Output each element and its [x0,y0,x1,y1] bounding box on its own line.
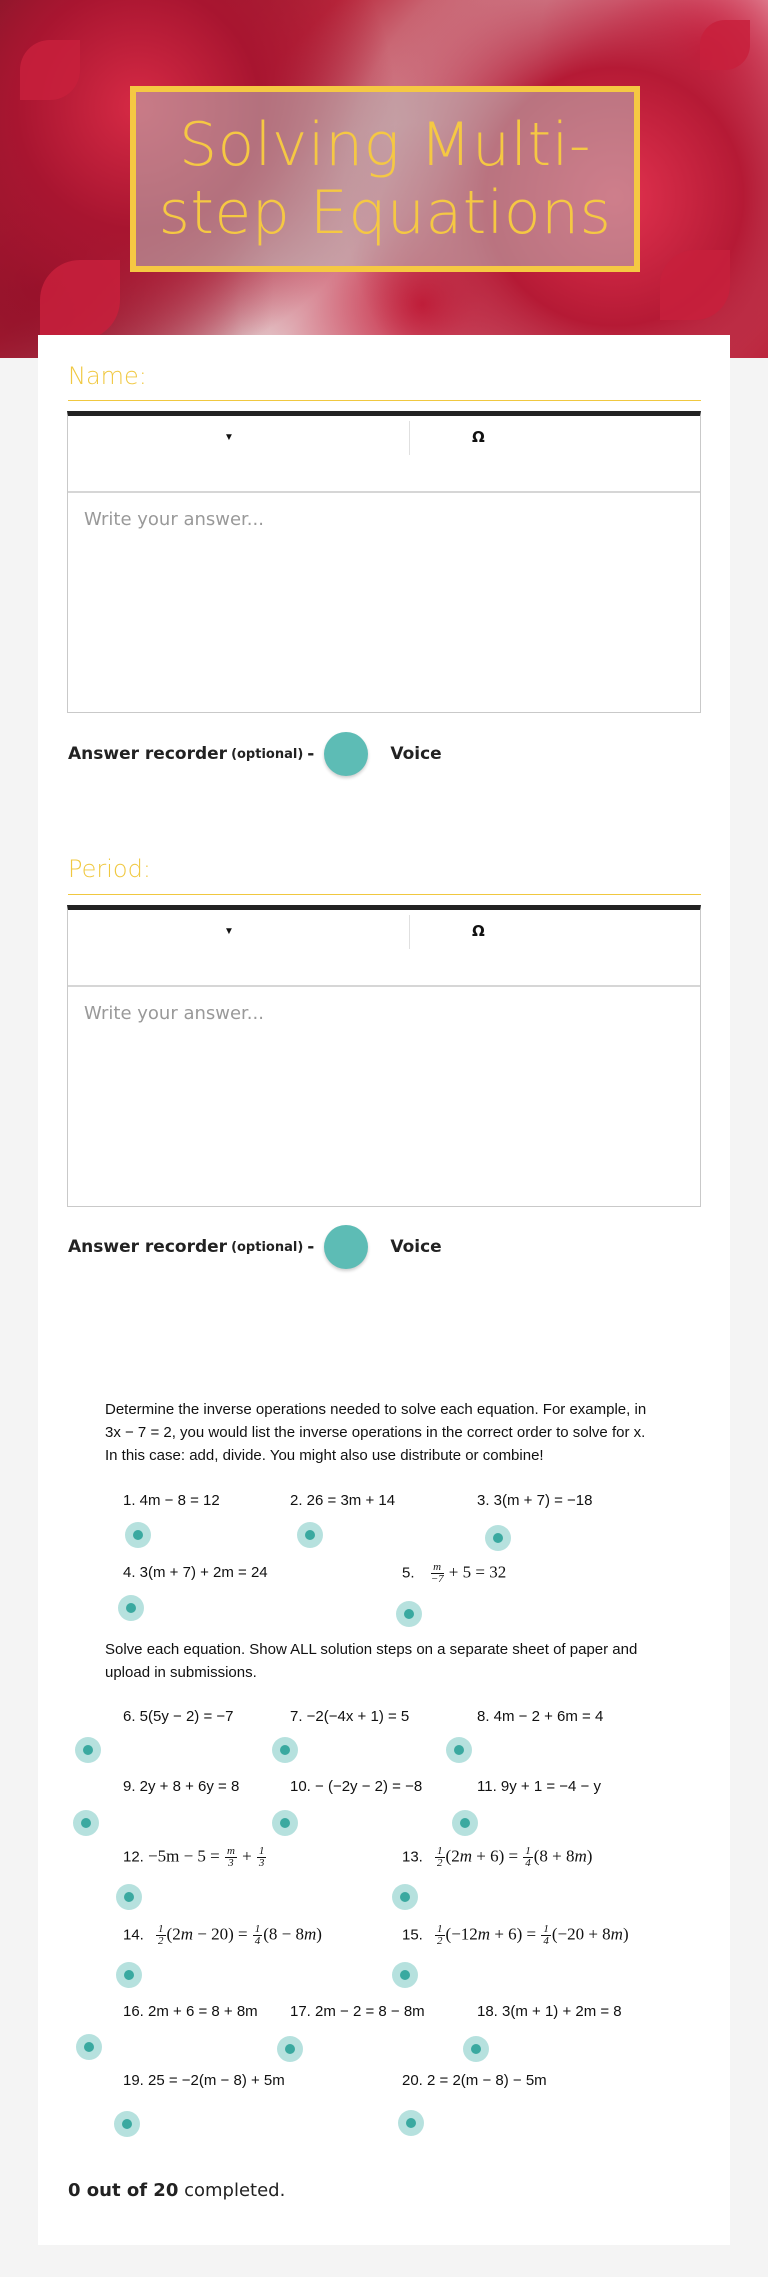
fraction: $\frac{1}{4}$ [254,1923,261,1947]
title-frame [130,86,640,272]
fraction: $\frac{1}{2}$ [437,1845,443,1869]
hotspot-marker[interactable] [446,1737,472,1763]
problem-7: 7. −2(−4x + 1) = 5 [290,1708,410,1725]
record-button[interactable] [324,732,368,776]
instructions-line: 3x − 7 = 2, you would list the inverse operations in the correct order to solve for x. [105,1424,646,1441]
hotspot-marker[interactable] [452,1810,478,1836]
progress-status [68,2180,285,2201]
instructions-line: Determine the inverse operations needed to solve each equation. For example, in [105,1401,647,1418]
page-title: Solving Multi-step Equations [158,110,612,248]
header-banner [0,0,768,358]
name-answer-editor [67,411,701,713]
hotspot-marker[interactable] [396,1601,422,1627]
instructions-line: upload in submissions. [105,1664,257,1681]
problem-11: 11. 9y + 1 = −4 − y [477,1778,601,1795]
problem-19: 19. 25 = −2(m − 8) + 5m [123,2072,285,2089]
period-answer-editor [67,905,701,1207]
recorder-dash: - [307,1237,315,1257]
period-label: Period: [68,855,151,883]
leaf-decoration [700,20,750,70]
hotspot-marker[interactable] [392,1884,418,1910]
problem-18: 18. 3(m + 1) + 2m = 8 [477,2003,622,2020]
record-button[interactable] [324,1225,368,1269]
editor-toolbar [68,416,700,493]
math-term: (2m + 6) = [445,1846,519,1866]
hotspot-marker[interactable] [297,1522,323,1548]
format-dropdown-icon[interactable]: ▼ [224,926,234,937]
problem-16: 16. 2m + 6 = 8 + 8m [123,2003,258,2020]
fraction: $\frac{1}{2}$ [158,1923,164,1947]
hotspot-marker[interactable] [76,2034,102,2060]
hotspot-marker[interactable] [398,2110,424,2136]
problem-10: 10. − (−2y − 2) = −8 [290,1778,423,1795]
recorder-label: Answer recorder [68,744,228,764]
instructions-line: Solve each equation. Show ALL solution steps on a separate sheet of paper and [105,1641,638,1658]
format-dropdown-icon[interactable]: ▼ [224,432,234,443]
problem-14 [123,1924,322,1947]
toolbar-divider [409,421,410,455]
leaf-decoration [20,40,80,100]
problem-13 [402,1846,592,1869]
math-term: (8 + 8m) [533,1846,593,1866]
recorder-optional: (optional) [231,1239,304,1255]
problem-8: 8. 4m − 2 + 6m = 4 [477,1708,604,1725]
period-answer-input[interactable]: Write your answer... [84,1003,264,1024]
fraction: $\frac{1}{4}$ [525,1845,531,1869]
period-underline [68,894,701,895]
problem-15 [402,1924,629,1947]
problem-5 [402,1562,506,1585]
special-characters-button[interactable]: Ω [472,922,485,940]
name-label: Name: [68,362,147,390]
instructions-line: In this case: add, divide. You might also use distribute or combine! [105,1447,544,1464]
fraction-numerator: m [431,1562,444,1574]
recorder-dash: - [307,744,315,764]
math-term: (−12m + 6) = [445,1924,537,1944]
leaf-decoration [660,250,730,320]
hotspot-marker[interactable] [116,1884,142,1910]
hotspot-marker[interactable] [392,1962,418,1988]
name-underline [68,400,701,401]
hotspot-marker[interactable] [114,2111,140,2137]
voice-label: Voice [390,1237,442,1257]
problem-9: 9. 2y + 8 + 6y = 8 [123,1778,240,1795]
progress-suffix: completed. [184,2180,286,2201]
problem-13-number: 13. [402,1848,423,1866]
special-characters-button[interactable]: Ω [472,428,485,446]
fraction: $\frac{1}{3}$ [258,1845,265,1869]
hotspot-marker[interactable] [463,2036,489,2062]
toolbar-divider [409,915,410,949]
hotspot-marker[interactable] [116,1962,142,1988]
problem-12-number: 12. [123,1848,144,1866]
name-answer-input[interactable]: Write your answer... [84,509,264,530]
progress-count: 0 out of 20 [68,2180,179,2201]
math-term: (8 − 8m) [263,1924,322,1944]
math-term: (−20 + 8m) [551,1924,629,1944]
recorder-label: Answer recorder [68,1237,228,1257]
editor-toolbar [68,910,700,987]
problem-2: 2. 26 = 3m + 14 [290,1492,396,1509]
problem-12 [123,1846,267,1869]
problem-14-number: 14. [123,1926,144,1944]
hotspot-marker[interactable] [75,1737,101,1763]
fraction-denominator: −7 [430,1573,444,1585]
name-answer-recorder [68,732,442,776]
fraction: $\frac{m}{3}$ [226,1845,235,1869]
fraction: $\frac{1}{2}$ [437,1923,443,1947]
hotspot-marker[interactable] [485,1525,511,1551]
hotspot-marker[interactable] [118,1595,144,1621]
fraction: $\frac{1}{4}$ [543,1923,549,1947]
problem-17: 17. 2m − 2 = 8 − 8m [290,2003,425,2020]
problem-15-number: 15. [402,1926,423,1944]
problem-6: 6. 5(5y − 2) = −7 [123,1708,234,1725]
problem-4: 4. 3(m + 7) + 2m = 24 [123,1564,268,1581]
recorder-optional: (optional) [231,746,304,762]
problem-1: 1. 4m − 8 = 12 [123,1492,220,1509]
voice-label: Voice [390,744,442,764]
problem-5-number: 5. [402,1564,415,1582]
hotspot-marker[interactable] [73,1810,99,1836]
problem-12-equation: −5m − 5 = [148,1846,220,1866]
hotspot-marker[interactable] [125,1522,151,1548]
hotspot-marker[interactable] [272,1810,298,1836]
math-term: (2m − 20) = [166,1924,248,1944]
hotspot-marker[interactable] [277,2036,303,2062]
problem-5-fraction [431,1562,444,1585]
period-answer-recorder [68,1225,442,1269]
plus-sign: + [242,1846,252,1866]
leaf-decoration [40,260,120,340]
problem-3: 3. 3(m + 7) = −18 [477,1492,593,1509]
hotspot-marker[interactable] [272,1737,298,1763]
problem-20: 20. 2 = 2(m − 8) − 5m [402,2072,547,2089]
problem-5-rest: + 5 = 32 [448,1562,507,1582]
